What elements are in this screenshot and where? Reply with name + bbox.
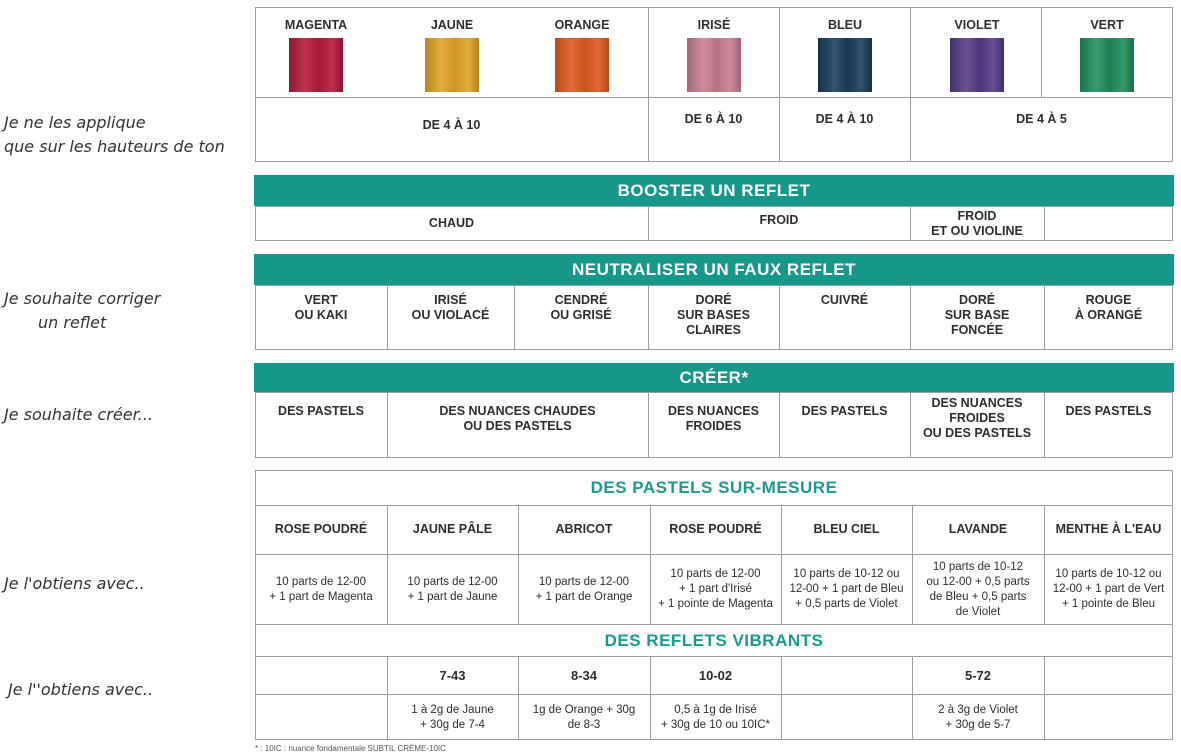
neutraliser-cell-6: ROUGE À ORANGÉ: [1074, 293, 1143, 322]
color-swatch-6: [1080, 38, 1134, 92]
pastel-name-0: ROSE POUDRÉ: [274, 522, 368, 536]
vibrant-code-0: [255, 657, 387, 694]
creer-title: CRÉER*: [254, 363, 1174, 392]
side-label-obtain-2: Je l''obtiens avec..: [8, 680, 154, 699]
booster-froid: FROID: [759, 213, 799, 227]
vibrant-recipe-2: 1g de Orange + 30g de 8-3: [532, 703, 636, 731]
pastel-name-5: LAVANDE: [948, 522, 1008, 536]
color-swatch-0: [289, 38, 343, 92]
booster-chaud: CHAUD: [428, 216, 475, 230]
pastel-recipe-2: 10 parts de 12-00 + 1 part de Orange: [535, 575, 633, 603]
vibrants-title: DES REFLETS VIBRANTS: [604, 630, 824, 650]
vibrant-recipe-6: [1044, 695, 1173, 740]
side-label-correct-1: Je souhaite corriger: [4, 289, 161, 308]
side-label-obtain-1: Je l'obtiens avec..: [4, 574, 145, 593]
creer-cell-4: DES NUANCES FROIDES OU DES PASTELS: [922, 396, 1032, 440]
booster-title: BOOSTER UN REFLET: [254, 175, 1174, 206]
footnote: * : 10IC : nuance fondamentale SUBTIL CRÈME-10IC: [255, 744, 446, 753]
pastel-recipe-4: 10 parts de 10-12 ou 12-00 + 1 part de Bleu + 0,5 parts de Violet: [789, 568, 904, 610]
neutraliser-cell-4: CUIVRÉ: [820, 293, 869, 307]
pastel-recipe-6: 10 parts de 10-12 ou 12-00 + 1 part de Vert + 1 pointe de Bleu: [1052, 568, 1165, 610]
vibrant-recipe-0: [255, 695, 387, 740]
vibrant-recipe-4: [781, 695, 912, 740]
pastel-recipe-1: 10 parts de 12-00 + 1 part de Jaune: [407, 575, 498, 603]
creer-cell-3: DES PASTELS: [801, 404, 888, 418]
color-name-0: MAGENTA: [284, 18, 348, 32]
side-label-correct-2: un reflet: [38, 313, 107, 332]
color-name-5: VIOLET: [954, 18, 1000, 32]
pastels-title: DES PASTELS SUR-MESURE: [590, 478, 838, 497]
neutraliser-cell-2: CENDRÉ OU GRISÉ: [550, 293, 612, 322]
pastel-recipe-0: 10 parts de 12-00 + 1 part de Magenta: [269, 575, 373, 603]
height-range-bleu: DE 4 À 10: [815, 112, 874, 126]
color-swatch-3: [687, 38, 741, 92]
color-name-4: BLEU: [827, 18, 863, 32]
neutraliser-cell-0: VERT OU KAKI: [294, 293, 348, 322]
color-name-2: ORANGE: [554, 18, 610, 32]
neutraliser-cell-1: IRISÉ OU VIOLACÉ: [411, 293, 490, 322]
pastel-name-1: JAUNE PÂLE: [412, 522, 493, 536]
pastel-recipe-5: 10 parts de 10-12 ou 12-00 + 0,5 parts de Bleu + 0,5 parts de Violet: [926, 560, 1030, 618]
neutraliser-cell-3: DORÉ SUR BASES CLAIRES: [677, 293, 750, 337]
color-swatch-4: [818, 38, 872, 92]
side-label-apply-1: Je ne les applique: [4, 113, 146, 132]
color-swatch-1: [425, 38, 479, 92]
side-label-apply-2: que sur les hauteurs de ton: [4, 137, 225, 156]
color-swatch-2: [555, 38, 609, 92]
neutraliser-title: NEUTRALISER UN FAUX REFLET: [254, 254, 1174, 285]
pastel-name-4: BLEU CIEL: [813, 522, 880, 536]
color-name-6: VERT: [1090, 18, 1124, 32]
side-label-create: Je souhaite créer...: [4, 405, 153, 424]
vibrant-recipe-3: 0,5 à 1g de Irisé + 30g de 10 ou 10IC*: [660, 703, 771, 731]
creer-cell-2: DES NUANCES FROIDES: [668, 404, 759, 433]
vibrant-code-1: 7-43: [439, 668, 466, 683]
pastel-name-2: ABRICOT: [555, 522, 613, 536]
creer-cell-1: DES NUANCES CHAUDES OU DES PASTELS: [439, 404, 596, 433]
color-name-1: JAUNE: [430, 18, 474, 32]
height-range-cold: DE 4 À 5: [1016, 112, 1067, 126]
creer-cell-5: DES PASTELS: [1065, 404, 1152, 418]
vibrant-code-2: 8-34: [570, 668, 598, 683]
vibrant-code-4: [781, 657, 912, 694]
creer-cell-0: DES PASTELS: [278, 404, 364, 418]
vibrant-recipe-5: 2 à 3g de Violet + 30g de 5-7: [938, 703, 1018, 731]
height-range-warm: DE 4 À 10: [422, 118, 481, 132]
vibrant-code-5: 5-72: [964, 668, 992, 683]
vibrant-code-3: 10-02: [698, 668, 733, 683]
vibrant-recipe-1: 1 à 2g de Jaune + 30g de 7-4: [411, 703, 494, 731]
neutraliser-cell-5: DORÉ SUR BASE FONCÉE: [944, 293, 1010, 337]
booster-froid-violine: FROID ET OU VIOLINE: [931, 208, 1023, 238]
height-range-irise: DE 6 À 10: [684, 112, 743, 126]
pastel-recipe-3: 10 parts de 12-00 + 1 part d'Irisé + 1 pointe de Magenta: [658, 568, 773, 610]
color-name-3: IRISÉ: [697, 18, 731, 32]
vibrant-code-6: [1044, 657, 1173, 694]
pastel-name-6: MENTHE À L'EAU: [1055, 522, 1162, 536]
pastel-name-3: ROSE POUDRÉ: [669, 522, 762, 536]
color-swatch-5: [950, 38, 1004, 92]
